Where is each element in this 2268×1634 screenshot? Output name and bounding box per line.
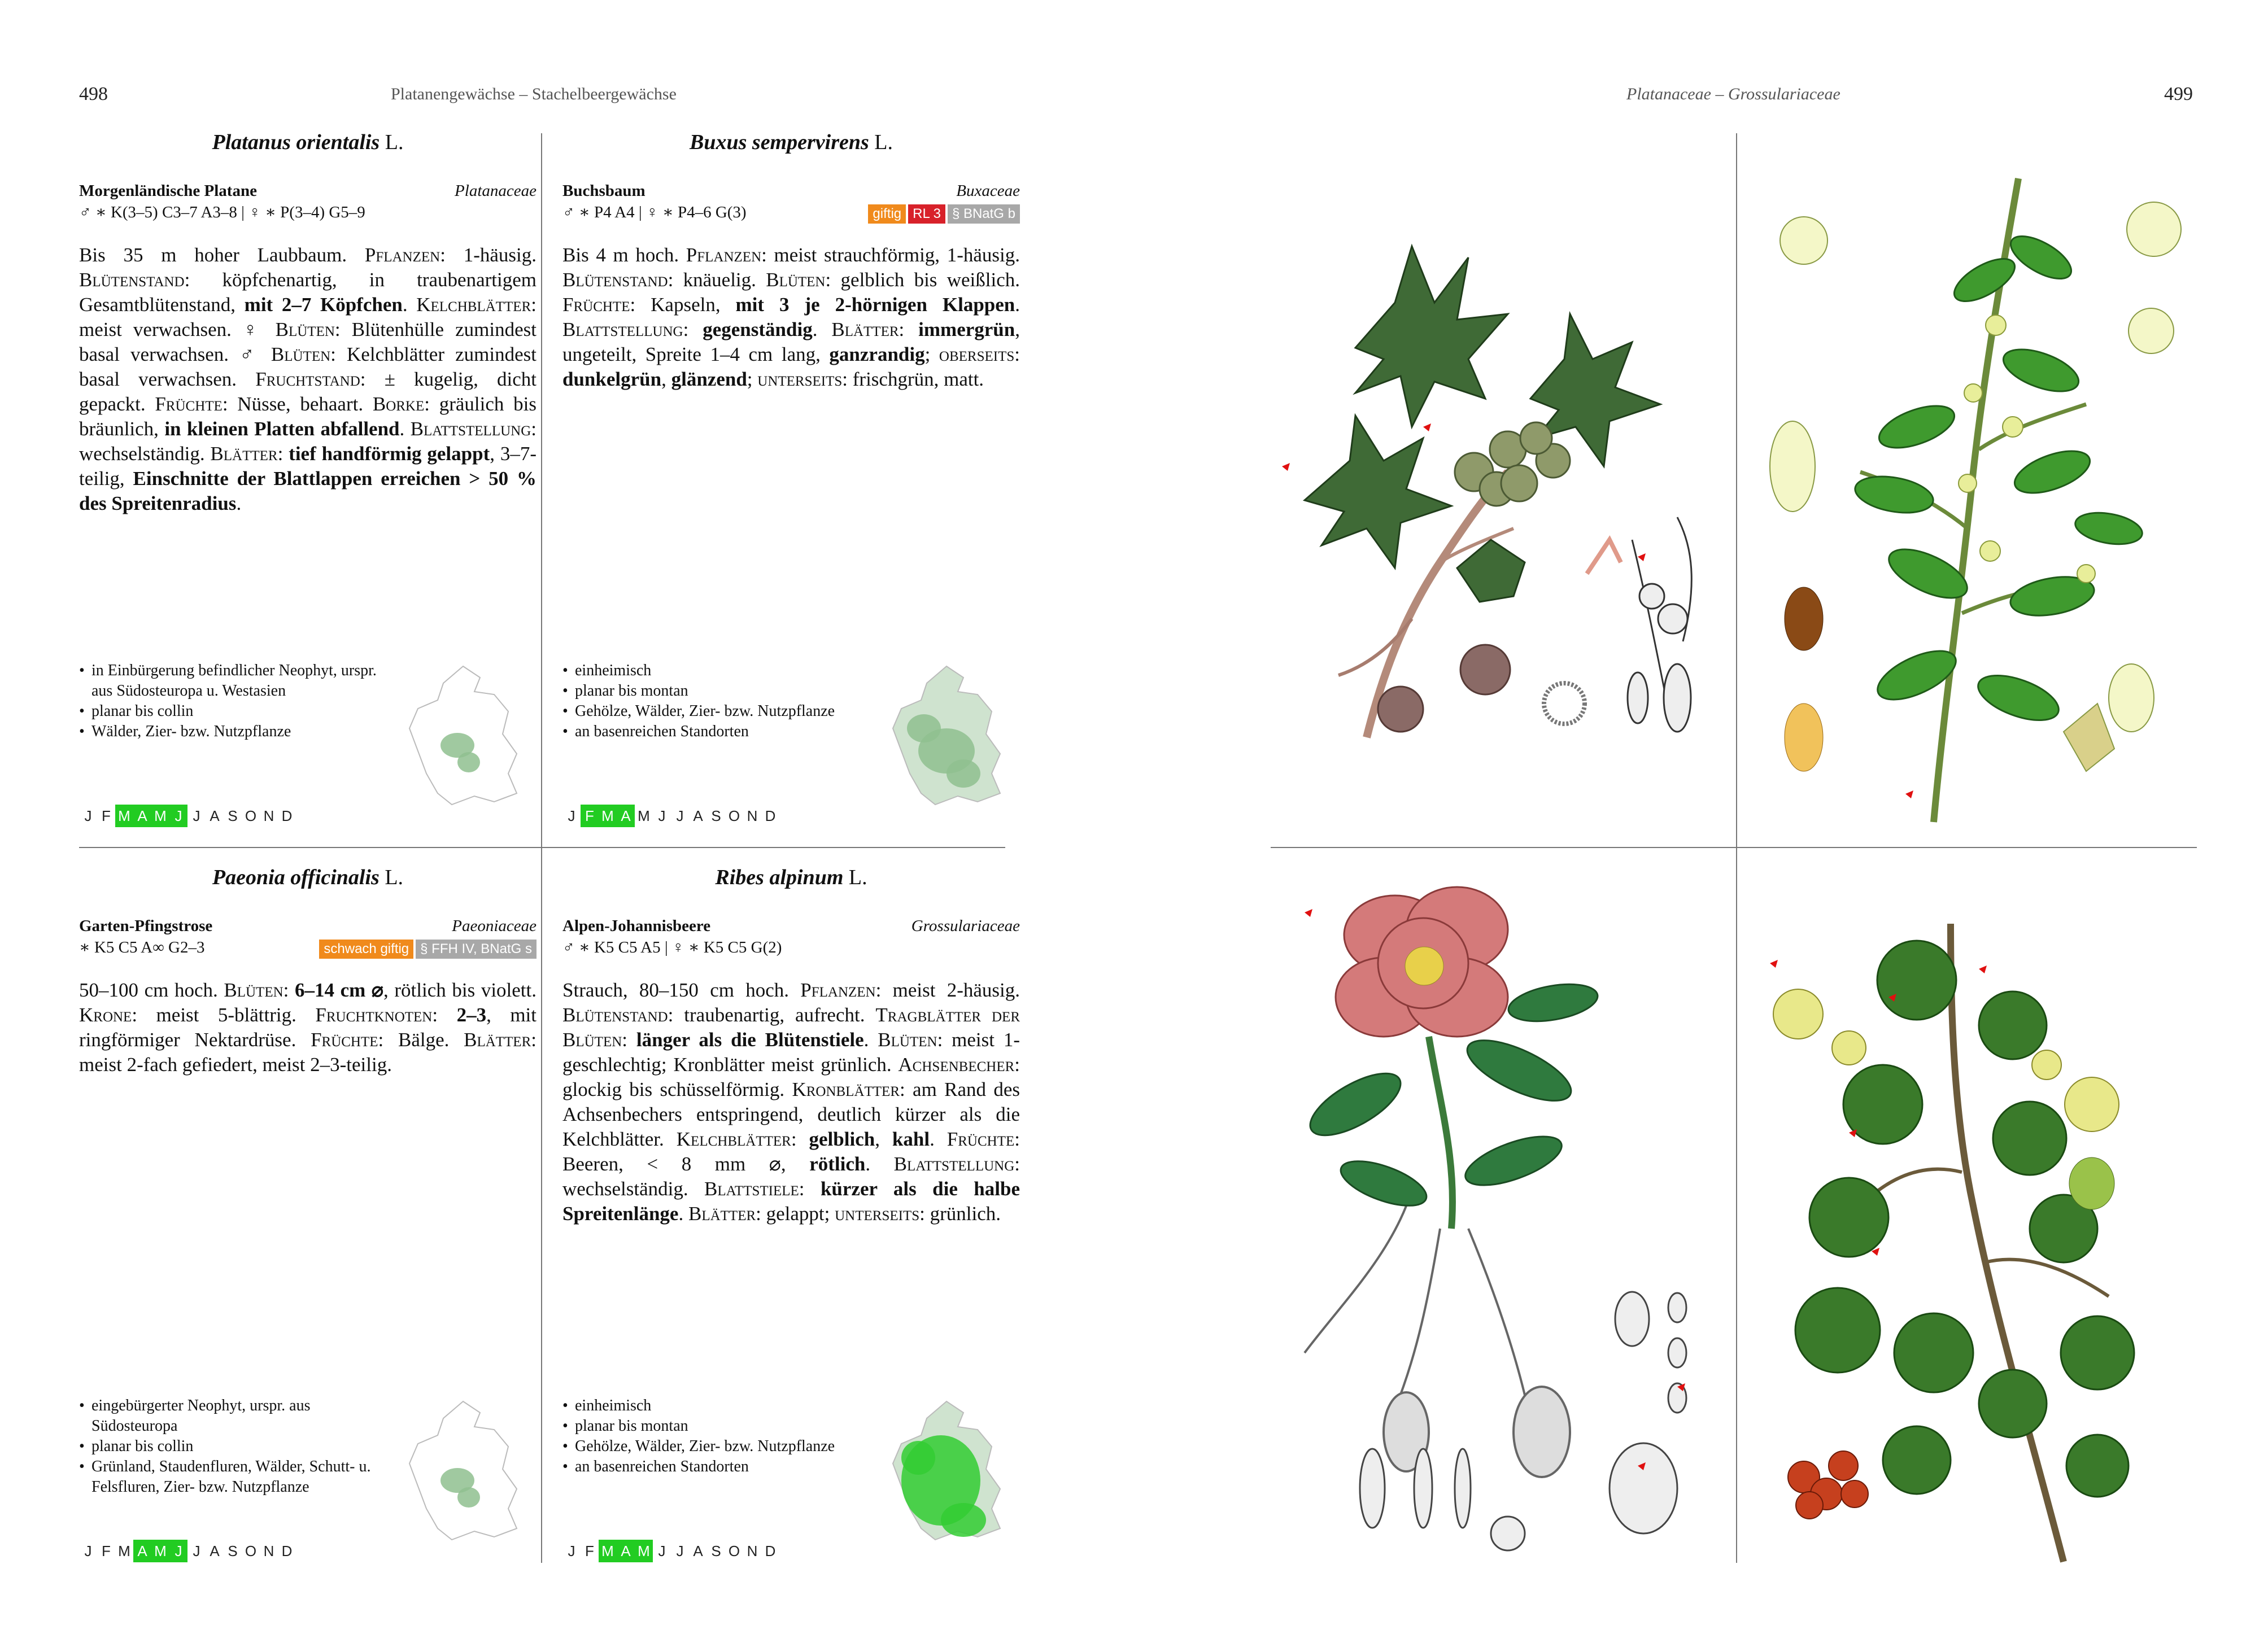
month-cell: J [568,807,575,824]
habitat-item: • einheimisch [562,661,867,681]
month-cell: F [581,805,599,827]
status-badge: § BNatG b [948,204,1020,224]
left-row-divider [79,847,1005,848]
month-cell: S [228,1543,238,1559]
right-page-header: Platanaceae – Grossulariaceae [1626,85,1840,103]
month-cell: A [210,1543,220,1559]
species-name: Paeonia officinalis [212,866,380,889]
species-author: L. [379,866,404,889]
habitat-item: • Gehölze, Wälder, Zier- bzw. Nutzpflanze [562,701,867,722]
species-name: Platanus orientalis [212,130,380,154]
species-title [562,865,1020,890]
description: Strauch, 80–150 cm hoch. Pflanzen: meist 2-häusig. Blütenstand: traubenartig, aufrecht. Tragblätter der Blüten: länger als die Blütenstiele. Blüten: meist 1-geschlechtig; Kronblätter meist grünlich. Achsenbecher: glockig bis schüsselförmig. Kronblätter: am Rand des Achsenbechers entspringend, deutlich kürzer als die Kelchblätter. Kelchblätter: gelblich, kahl. Früchte: Beeren, < 8 mm ⌀, rötlich. Blattstellung: wechselständig. Blattstiele: kürzer als die halbe Spreitenlänge. Blätter: gelappt; unterseits: grünlich. [562,979,1020,1225]
flowering-months [79,805,296,827]
habitat-item: • planar bis montan [562,681,867,701]
right-row-divider [1271,847,2197,848]
month-cell: J [169,1540,187,1562]
month-cell: D [765,1543,776,1559]
species-name: Ribes alpinum [715,866,844,889]
flower-formula: ∗ K5 C5 A∞ G2–3 [79,938,205,956]
month-cell: A [693,807,703,824]
month-cell: F [102,807,111,824]
common-name: Morgenländische Platane [79,182,257,200]
description: Bis 35 m hoher Laubbaum. Pflanzen: 1-häusig. Blütenstand: köpfchenartig, in traubenartigem Gesamtblütenstand, mit 2–7 Köpfchen. Kelchblätter: meist verwachsen. ♀ Blüten: Blütenhülle zumindest basal verwachsen. ♂ Blüten: Kelchblätter zumindest basal verwachsen. Fruchtstand: ± kugelig, dicht gepackt. Früchte: Nüsse, behaart. Borke: gräulich bis bräunlich, in kleinen Platten abfallend. Blattstellung: wechselständig. Blätter: tief handförmig gelappt, 3–7-teilig, Einschnitte der Blattlappen erreichen > 50 % des Spreitenradius. [79,244,537,514]
species-title [562,130,1020,155]
flower-formula: ♂ ∗ K(3–5) C3–7 A3–8 | ♀ ∗ P(3–4) G5–9 [79,203,365,221]
habitat-item: • planar bis montan [562,1416,867,1436]
flowering-months [562,1540,779,1562]
paeonia-illustration [1271,867,1722,1573]
family-name: Platanaceae [455,182,537,200]
month-cell: M [599,805,617,827]
month-cell: J [658,1543,666,1559]
description: 50–100 cm hoch. Blüten: 6–14 cm ⌀, rötlich bis violett. Krone: meist 5-blättrig. Fruchtknoten: 2–3, mit ringförmiger Nektardrüse. Früchte: Bälge. Blätter: meist 2-fach gefiedert, meist 2–3-teilig. [79,979,537,1076]
species-title [79,865,537,890]
month-cell: J [658,807,666,824]
habitat-list [79,1396,384,1497]
month-cell: F [102,1543,111,1559]
common-name: Garten-Pfingstrose [79,917,213,935]
month-cell: J [676,1543,684,1559]
common-name: Alpen-Johannisbeere [562,917,711,935]
month-cell: D [281,1543,293,1559]
habitat-list [562,1396,867,1477]
month-cell: N [263,807,274,824]
species-entry-buxus [562,130,1020,836]
habitat-list [562,661,867,742]
distribution-map [395,1396,531,1543]
month-cell: S [711,1543,721,1559]
right-column-divider [1736,133,1737,1563]
flower-formula: ♂ ∗ K5 C5 A5 | ♀ ∗ K5 C5 G(2) [562,938,782,956]
month-cell: M [599,1540,617,1562]
status-badge: giftig [868,204,906,224]
habitat-item: • planar bis collin [79,701,384,722]
month-cell: F [585,1543,594,1559]
species-author: L. [380,130,404,154]
month-cell: A [133,1540,151,1562]
left-page-number: 498 [79,84,108,104]
status-badge: § FFH IV, BNatG s [416,940,537,959]
distribution-map [879,661,1014,807]
month-cell: N [747,1543,758,1559]
habitat-item: • einheimisch [562,1396,867,1416]
species-author: L. [843,866,867,889]
month-cell: J [193,807,200,824]
flower-formula: ♂ ∗ P4 A4 | ♀ ∗ P4–6 G(3) [562,203,747,221]
month-cell: A [133,805,151,827]
status-badge: RL 3 [908,204,945,224]
month-cell: S [711,807,721,824]
month-cell: M [635,1540,653,1562]
ribes-illustration [1747,867,2199,1573]
family-name: Buxaceae [956,182,1020,200]
month-cell: A [693,1543,703,1559]
platanus-illustration [1271,133,1722,839]
month-cell: O [245,1543,257,1559]
month-cell: S [228,807,238,824]
description: Bis 4 m hoch. Pflanzen: meist strauchförmig, 1-häusig. Blütenstand: knäuelig. Blüten: gelblich bis weißlich. Früchte: Kapseln, mit 3 je 2-hörnigen Klappen. Blattstellung: gegenständig. Blätter: immergrün, ungeteilt, Spreite 1–4 cm lang, ganzrandig; oberseits: dunkelgrün, glänzend; unterseits: frischgrün, matt. [562,244,1020,390]
month-cell: J [193,1543,200,1559]
month-cell: N [747,807,758,824]
month-cell: J [84,1543,92,1559]
distribution-map [395,661,531,807]
month-cell: A [617,805,635,827]
month-cell: J [169,805,187,827]
common-name: Buchsbaum [562,182,645,200]
month-cell: J [676,807,684,824]
left-column-divider [541,133,542,1563]
habitat-item: • planar bis collin [79,1436,384,1457]
distribution-map [879,1396,1014,1543]
month-cell: A [617,1540,635,1562]
month-cell: D [765,807,776,824]
habitat-item: • an basenreichen Standorten [562,722,867,742]
habitat-item: • in Einbürgerung befindlicher Neophyt, urspr. aus Südosteuropa u. Westasien [79,661,384,701]
species-name: Buxus sempervirens [690,130,869,154]
species-author: L. [869,130,893,154]
month-cell: J [568,1543,575,1559]
month-cell: M [118,1543,130,1559]
status-badges [319,940,537,959]
species-title [79,130,537,155]
habitat-item: • an basenreichen Standorten [562,1457,867,1477]
month-cell: O [245,807,257,824]
habitat-item: • eingebürgerter Neophyt, urspr. aus Südosteuropa [79,1396,384,1436]
species-entry-platanus [79,130,537,836]
month-cell: M [151,805,169,827]
habitat-item: • Gehölze, Wälder, Zier- bzw. Nutzpflanze [562,1436,867,1457]
habitat-list [79,661,384,742]
species-entry-ribes [562,865,1020,1571]
status-badges [868,204,1020,224]
month-cell: A [210,807,220,824]
buxus-illustration [1747,133,2199,839]
habitat-item: • Grünland, Staudenfluren, Wälder, Schutt- u. Felsfluren, Zier- bzw. Nutzpflanze [79,1457,384,1497]
right-page-number: 499 [2164,84,2193,104]
month-cell: M [638,807,650,824]
species-entry-paeonia [79,865,537,1571]
family-name: Paeoniaceae [452,917,537,935]
flowering-months [562,805,779,827]
month-cell: M [115,805,133,827]
month-cell: D [281,807,293,824]
month-cell: J [84,807,92,824]
family-name: Grossulariaceae [911,917,1020,935]
month-cell: O [728,807,740,824]
left-page-header: Platanengewächse – Stachelbeergewächse [391,85,677,103]
month-cell: M [151,1540,169,1562]
flowering-months [79,1540,296,1562]
status-badge: schwach giftig [319,940,413,959]
habitat-item: • Wälder, Zier- bzw. Nutzpflanze [79,722,384,742]
month-cell: O [728,1543,740,1559]
month-cell: N [263,1543,274,1559]
